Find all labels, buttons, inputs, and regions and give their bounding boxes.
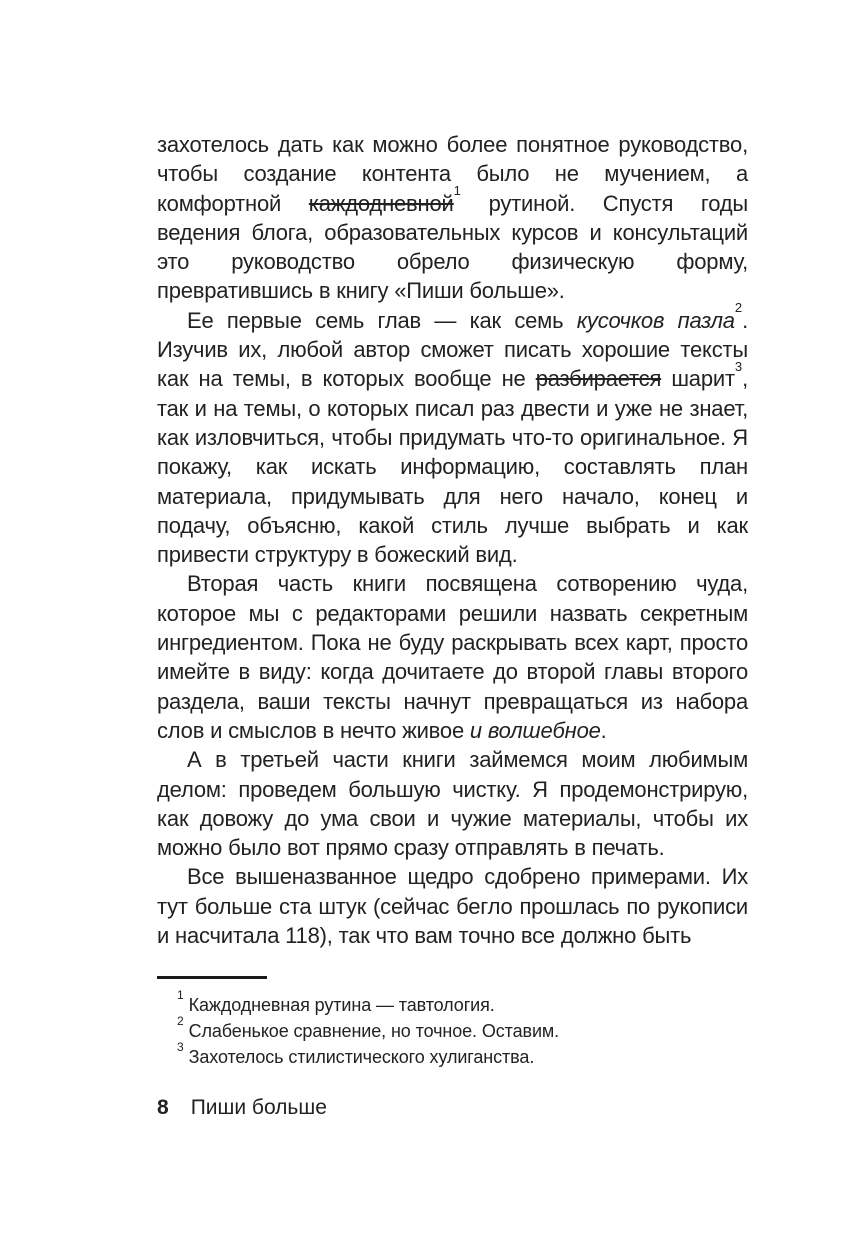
strikethrough-text: каждодневной: [308, 190, 454, 216]
footnote-text: Каждодневная рутина — тавтология.: [188, 995, 495, 1015]
text-run: Вторая часть книги посвящена сотворению чуда, которое мы с редакторами решили назвать секретным ингредиентом. Пока не буду раскрывать всех карт, просто имейте в виду: когда дочитаете до второй главы второго раздела, ваши тексты начнут превращаться из набора слов и смыслов в нечто живое: [157, 571, 748, 743]
footnote: [157, 1040, 748, 1070]
paragraph: [157, 130, 748, 306]
footnote-divider: [157, 976, 267, 979]
text-run: Все вышеназванное щедро сдобрено примерами. Их тут больше ста штук (сейчас бегло прошлась по рукописи и насчитала 118), так что вам точно все должно быть: [157, 864, 748, 949]
text-run: захотелось дать как можно более понятное руководство, чтобы создание контента было не мучением, а комфортной: [157, 132, 748, 216]
footnote-number: 2: [177, 1014, 184, 1028]
footnote-reference: 1: [453, 183, 461, 199]
text-run: , так и на темы, о которых писал раз двести и уже не знает, как изловчиться, чтобы придумать что-то оригинальное. Я покажу, как искать информацию, составлять план материала, придумывать для него начало, конец и подачу, объясню, какой стиль лучше выбрать и как привести структуру в божеский вид.: [157, 366, 748, 568]
body-text: [157, 130, 748, 963]
italic-text: и волшебное: [469, 717, 601, 743]
footnote-reference: 2: [734, 300, 743, 316]
footnote-number: 3: [177, 1040, 184, 1054]
text-run: рутиной. Спустя годы ведения блога, образовательных курсов и консультаций это руководство обрело физическую форму, превратившись в книгу «Пиши больше».: [157, 190, 749, 304]
running-title: Пиши больше: [190, 1096, 327, 1119]
footnote: [157, 1014, 748, 1044]
text-column: [157, 130, 748, 1070]
page-footer: [157, 1096, 327, 1120]
text-run: шарит: [661, 366, 735, 392]
paragraph: [157, 745, 748, 862]
text-run: .: [600, 717, 607, 743]
paragraph: [157, 569, 748, 745]
text-run: А в третьей части книги займемся моим любимым делом: проведем большую чистку. Я продемонстрирую, как довожу до ума свои и чужие материалы, чтобы их можно было вот прямо сразу отправлять в печать.: [157, 747, 748, 861]
paragraph: [157, 300, 748, 570]
footnote-number: 1: [177, 988, 184, 1002]
page-number: 8: [157, 1096, 169, 1119]
text-run: Ее первые семь глав — как семь: [187, 307, 577, 333]
italic-text: кусочков пазла: [576, 307, 735, 333]
paragraph: [157, 862, 748, 950]
footnote-text: Захотелось стилистического хулиганства.: [188, 1047, 535, 1067]
footnotes-section: [157, 976, 748, 1070]
footnote-reference: 3: [734, 359, 743, 375]
footnote-text: Слабенькое сравнение, но точное. Оставим.: [188, 1021, 560, 1041]
strikethrough-text: разбирается: [535, 366, 662, 392]
text-run: . Изучив их, любой автор сможет писать хорошие тексты как на темы, в которых вообще не: [157, 307, 748, 392]
footnote: [157, 988, 748, 1018]
